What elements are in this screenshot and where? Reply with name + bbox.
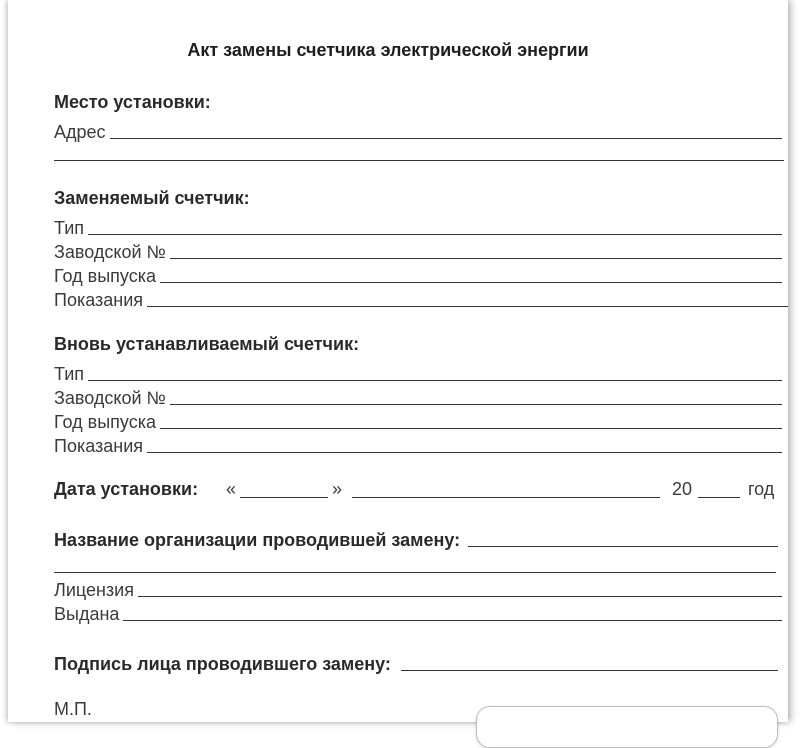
old-meter-type-label: Тип [54,218,85,238]
license-field[interactable] [54,576,782,600]
old-meter-header: Заменяемый счетчик: [54,188,250,208]
old-meter-year-line [160,281,782,283]
new-meter-type-label: Тип [54,364,85,384]
date-year-line[interactable] [698,497,740,498]
old-meter-year-field[interactable] [54,262,782,286]
organization-line-2[interactable] [54,572,776,573]
new-meter-reading-field[interactable] [54,432,782,456]
install-date-label: Дата установки: [54,479,199,499]
license-label: Лицензия [54,580,134,600]
old-meter-serial-field[interactable] [54,238,782,262]
new-meter-reading-line [147,451,782,453]
date-century: 20 [672,479,693,499]
old-meter-type-field[interactable] [54,214,782,238]
address-line-2[interactable] [54,160,784,161]
new-meter-reading-label: Показания [54,436,144,456]
place-header: Место установки: [54,92,211,112]
install-date-row [54,480,782,504]
issued-line [123,619,782,621]
new-meter-year-line [160,427,782,429]
new-meter-year-label: Год выпуска [54,412,156,432]
date-open-quote: « [226,479,237,499]
date-close-quote: » [332,479,343,499]
address-label: Адрес [54,122,106,142]
old-meter-year-label: Год выпуска [54,266,156,286]
old-meter-serial-label: Заводской № [54,242,166,262]
address-field[interactable] [54,118,782,142]
date-day-line[interactable] [240,497,328,498]
old-meter-reading-label: Показания [54,290,144,310]
issued-field[interactable] [54,600,782,624]
document-title: Акт замены счетчика электрической энергии [187,40,589,60]
new-meter-serial-line [170,403,782,405]
address-line [110,137,782,139]
signature-field[interactable] [54,650,778,674]
date-month-line[interactable] [352,497,660,498]
stamp-label: М.П. [54,699,92,719]
issued-label: Выдана [54,604,120,624]
new-meter-type-field[interactable] [54,360,782,384]
organization-field[interactable] [54,526,778,550]
new-meter-serial-label: Заводской № [54,388,166,408]
new-meter-year-field[interactable] [54,408,782,432]
overlay-card [476,706,778,748]
new-meter-type-line [88,379,782,381]
document-page [8,0,788,722]
old-meter-serial-line [170,257,782,259]
old-meter-reading-line [147,305,788,307]
organization-line [468,545,778,547]
license-line [138,595,782,597]
date-year-word: год [748,479,775,499]
old-meter-reading-field[interactable] [54,286,788,310]
old-meter-type-line [88,233,782,235]
signature-label: Подпись лица проводившего замену: [54,654,391,674]
new-meter-header: Вновь устанавливаемый счетчик: [54,334,360,354]
signature-line [401,669,778,671]
new-meter-serial-field[interactable] [54,384,782,408]
organization-header: Название организации проводившей замену: [54,530,461,550]
